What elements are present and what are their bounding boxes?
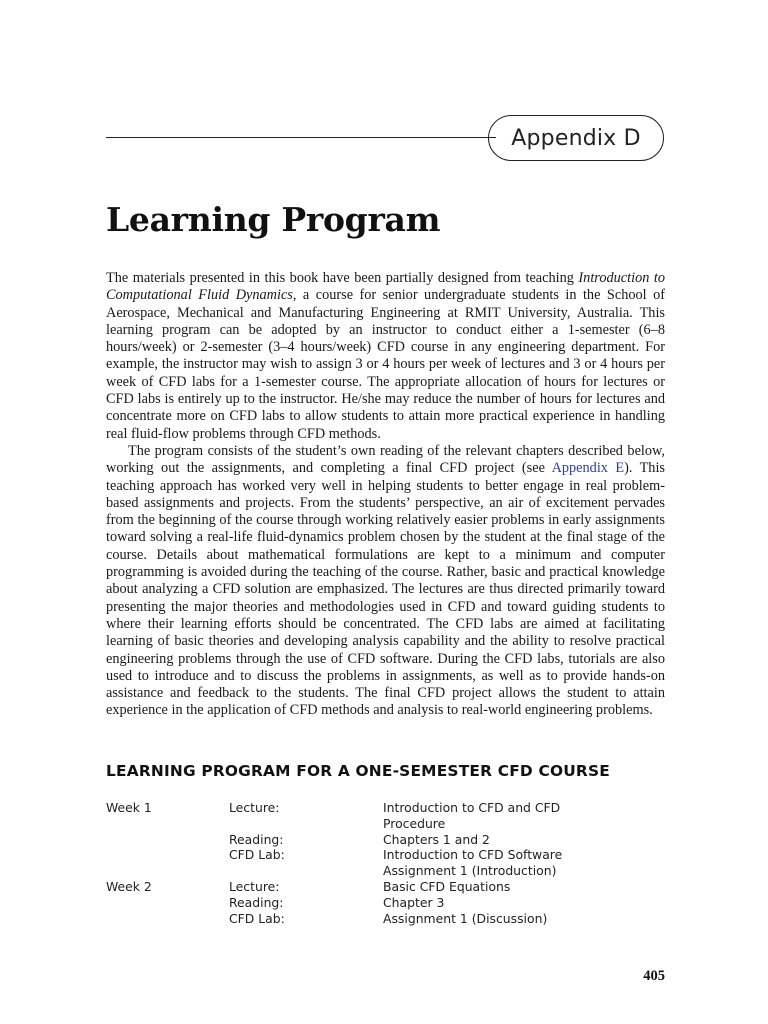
schedule-week <box>106 863 229 879</box>
paragraph-1-intro: The materials presented in this book have been partially designed from teaching <box>106 270 579 286</box>
paragraph-2-before-link: The program consists of the student’s own reading of the relevant chapters described below, working out the assignments, and completing a final CFD project (see <box>106 442 665 477</box>
appendix-e-link[interactable]: Appendix E <box>551 460 625 477</box>
schedule-description: Introduction to CFD and CFD <box>383 800 561 815</box>
schedule-activity: Reading: <box>229 894 284 910</box>
schedule-week <box>106 832 229 848</box>
appendix-label: Appendix D <box>511 125 641 151</box>
schedule-description: Basic CFD Equations <box>383 878 511 894</box>
schedule-activity <box>229 863 383 879</box>
schedule-row <box>106 816 666 832</box>
schedule-week <box>106 911 229 927</box>
schedule-table <box>106 800 666 926</box>
schedule-description: Assignment 1 (Discussion) <box>383 910 548 926</box>
schedule-week <box>106 895 229 911</box>
schedule-activity: Lecture: <box>229 800 280 815</box>
schedule-row <box>106 895 666 911</box>
schedule-description: Introduction to CFD Software <box>383 847 563 863</box>
schedule-week <box>106 847 229 863</box>
schedule-description: Chapter 3 <box>383 894 445 910</box>
schedule-row <box>106 832 666 848</box>
body-text <box>106 270 665 720</box>
schedule-week: Week 1 <box>106 800 152 815</box>
schedule-description: Chapters 1 and 2 <box>383 831 490 847</box>
section-heading: LEARNING PROGRAM FOR A ONE-SEMESTER CFD COURSE <box>106 762 610 780</box>
schedule-activity <box>229 816 383 832</box>
schedule-description: Assignment 1 (Introduction) <box>383 863 557 879</box>
schedule-week <box>106 816 229 832</box>
paragraph-2 <box>106 443 665 720</box>
header-rule <box>106 137 496 138</box>
schedule-week: Week 2 <box>106 878 152 894</box>
schedule-activity: CFD Lab: <box>229 847 285 863</box>
paragraph-1-rest: , a course for senior undergraduate students in the School of Aerospace, Mechanical and Manufacturing Engineering at RMIT University, Australia. This learning program can be adopted by an instructor to conduct either a 1-semester (6–8 hours/week) or 2-semester (3–4 hours/week) CFD course in any engineering department. For example, the instructor may wish to assign 3 or 4 hours per week of lectures and 3 or 4 hours per week of CFD labs for a 1-semester course. The appropriate allocation of hours for lectures or CFD labs is entirely up to the instructor. He/she may reduce the number of hours for lectures and concentrate more on CFD labs to allow students to attain more practical experience in handling real fluid-flow problems through CFD methods. <box>106 287 665 442</box>
schedule-activity: CFD Lab: <box>229 910 285 926</box>
page-title: Learning Program <box>106 200 441 239</box>
schedule-row <box>106 863 666 879</box>
paragraph-2-after-link: ). This teaching approach has worked very well in helping students to better engage in real problem-based assignments and projects. From the students’ perspective, an air of excitement pervades from the beginning of the course through working relatively easier problems in early assignments toward solving a real-life fluid-dynamics problem chosen by the student at the final stage of the course. Details about mathematical formulations are kept to a minimum and computer programming is avoided during the teaching of the course. Rather, basic and practical knowledge about analyzing a CFD solution are emphasized. The lectures are thus directed primarily toward presenting the major theories and methodologies used in CFD and toward guiding students to where their learning efforts should be concentrated. The CFD labs are aimed at facilitating learning of basic theories and developing analysis capability and the ability to resolve practical engineering problems through the use of CFD software. During the CFD labs, tutorials are also used to introduce and to discuss the problems in assignments, as well as to provide hands-on assistance and feedback to the students. The final CFD project allows the student to attain experience in the application of CFD methods and analysis to real-world engineering problems. <box>106 460 665 719</box>
schedule-activity: Reading: <box>229 831 284 847</box>
page-number: 405 <box>643 968 665 984</box>
schedule-row <box>106 879 666 895</box>
appendix-label-box <box>488 115 664 161</box>
schedule-row <box>106 800 666 816</box>
paragraph-1 <box>106 270 665 443</box>
schedule-activity: Lecture: <box>229 878 280 894</box>
schedule-row <box>106 847 666 863</box>
schedule-description: Procedure <box>383 815 446 831</box>
schedule-row <box>106 911 666 927</box>
course-title: Introduction to Computational Fluid Dynamics <box>106 270 665 304</box>
